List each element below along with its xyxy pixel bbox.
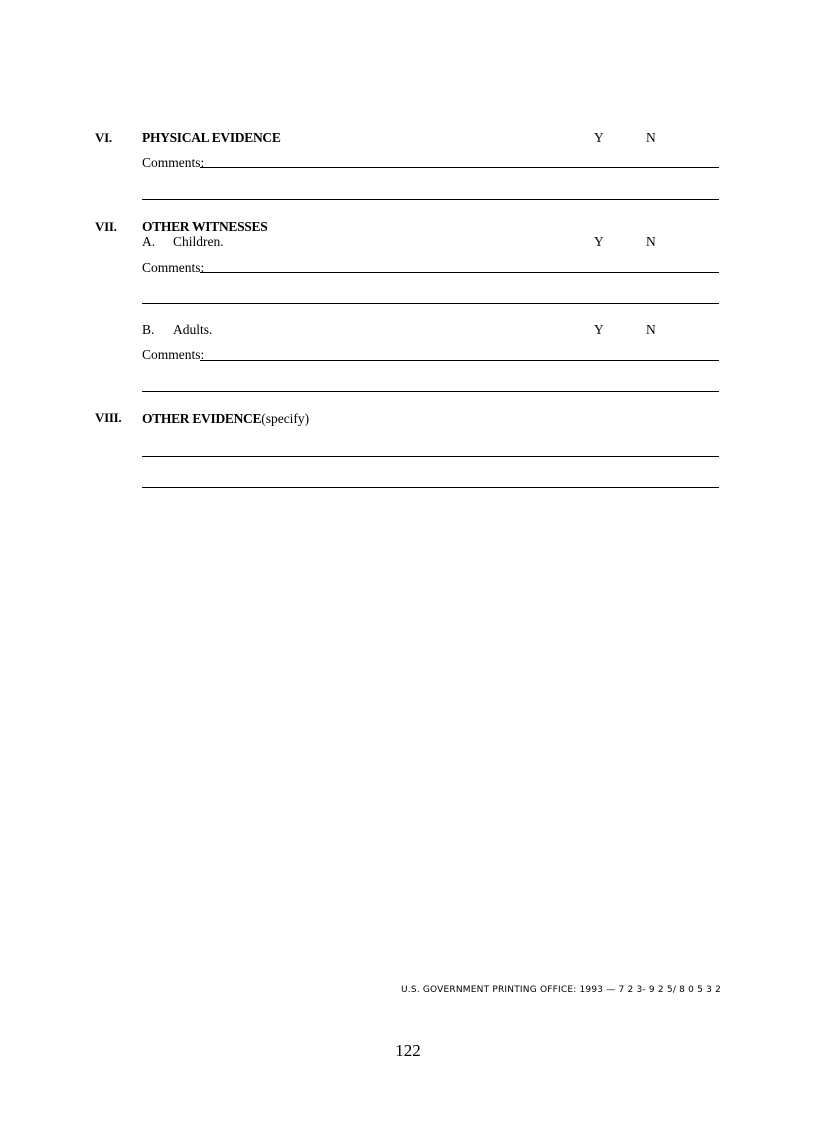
section-vi-numeral: VI. xyxy=(95,130,112,145)
section-vii-title: OTHER WITNESSES xyxy=(142,219,268,234)
section-vii-b-label: Adults. xyxy=(173,322,213,337)
section-vii-b-comments-line-1[interactable] xyxy=(200,360,719,361)
section-viii-qualifier: (specify) xyxy=(261,411,310,426)
section-viii-line-2[interactable] xyxy=(142,487,719,488)
section-vii-b-comments-label: Comments: xyxy=(142,347,205,362)
section-vii-a-label: Children. xyxy=(173,234,224,249)
printing-office-imprint: U.S. GOVERNMENT PRINTING OFFICE: 1993 — 7 2 3- 9 2 5/ 8 0 5 3 2 xyxy=(401,985,721,995)
section-viii-title: OTHER EVIDENCE xyxy=(142,411,262,426)
section-vi-comments-line-2[interactable] xyxy=(142,199,719,200)
section-viii-line-1[interactable] xyxy=(142,456,719,457)
section-vii-b-comments-line-2[interactable] xyxy=(142,391,719,392)
section-vi-comments-label: Comments: xyxy=(142,155,205,170)
section-vi-no-option[interactable]: N xyxy=(646,130,656,145)
section-vii-b-letter: B. xyxy=(142,322,155,337)
section-vii-a-comments-line-2[interactable] xyxy=(142,303,719,304)
section-vii-a-comments-label: Comments: xyxy=(142,260,205,275)
section-vi-title: PHYSICAL EVIDENCE xyxy=(142,130,281,145)
section-vii-a-yes-option[interactable]: Y xyxy=(594,234,604,249)
section-vii-a-letter: A. xyxy=(142,234,156,249)
section-viii-heading xyxy=(142,410,309,428)
section-vi-comments-line-1[interactable] xyxy=(200,167,719,168)
section-vii-a-no-option[interactable]: N xyxy=(646,234,656,249)
section-viii-numeral: VIII. xyxy=(95,410,122,425)
section-vii-b-yes-option[interactable]: Y xyxy=(594,322,604,337)
section-vii-b-no-option[interactable]: N xyxy=(646,322,656,337)
section-vii-numeral: VII. xyxy=(95,219,117,234)
page-number: 122 xyxy=(395,1041,421,1060)
section-vi-yes-option[interactable]: Y xyxy=(594,130,604,145)
section-vii-a-comments-line-1[interactable] xyxy=(200,272,719,273)
